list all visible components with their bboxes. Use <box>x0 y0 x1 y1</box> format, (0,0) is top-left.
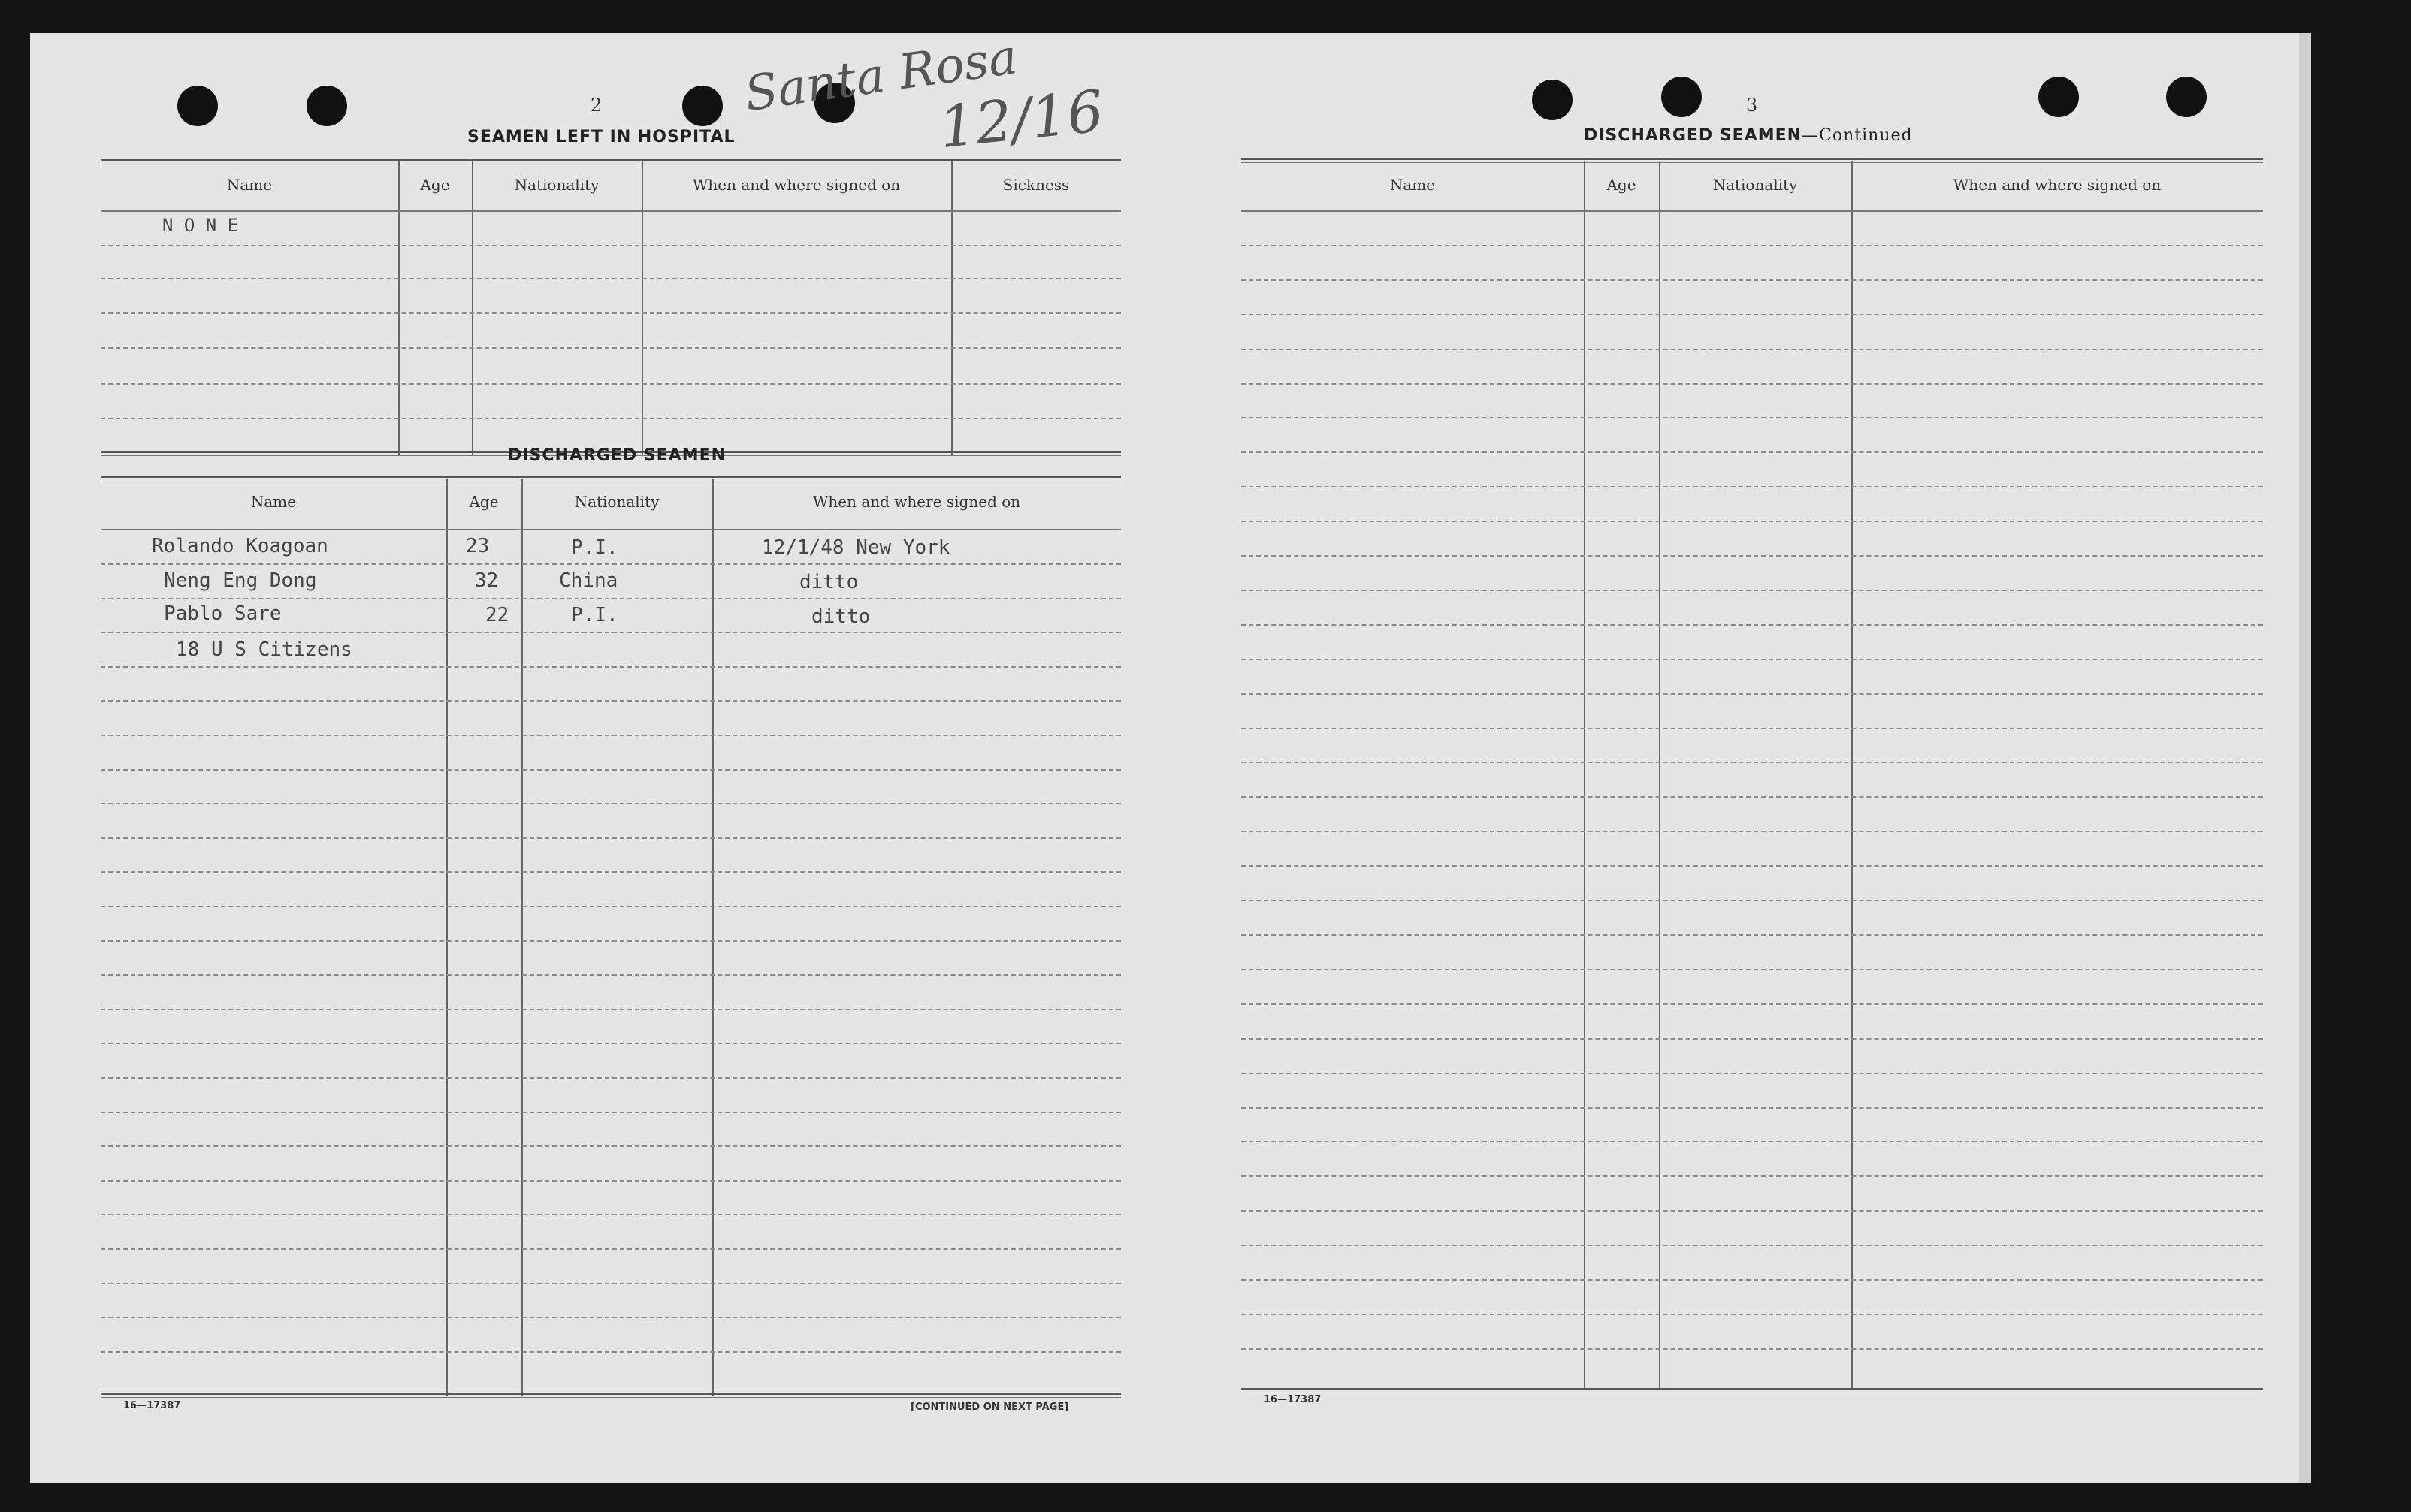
seaman-age: 22 <box>485 604 509 626</box>
header-signed-on: When and where signed on <box>812 493 1021 511</box>
ruled-line <box>101 598 1121 599</box>
ruled-line <box>101 837 1121 839</box>
ruled-line <box>1241 1348 2263 1350</box>
handwritten-date: 12/16 <box>935 77 1107 161</box>
page-number-right: 3 <box>1746 95 1758 116</box>
hospital-title: SEAMEN LEFT IN HOSPITAL <box>467 128 736 146</box>
header-nationality: Nationality <box>574 493 660 511</box>
punch-hole <box>1532 80 1573 120</box>
seaman-signed-on: 12/1/48 New York <box>762 536 950 559</box>
seaman-signed-on: ditto <box>799 571 859 593</box>
continued-note: [CONTINUED ON NEXT PAGE] <box>911 1402 1069 1413</box>
header-name: Name <box>1389 176 1436 194</box>
ruled-line <box>101 1283 1121 1284</box>
ruled-line <box>1241 417 2263 418</box>
document-sheet <box>30 29 2311 1483</box>
ruled-line <box>1241 1038 2263 1040</box>
ruled-line <box>101 1351 1121 1353</box>
header-nationality: Nationality <box>1712 176 1798 194</box>
ruled-line <box>1241 900 2263 901</box>
ruled-line <box>1241 934 2263 936</box>
handwritten-ship-name: Santa Rosa <box>741 29 1021 123</box>
ruled-line <box>101 1043 1121 1044</box>
ruled-line <box>1241 762 2263 763</box>
ruled-line <box>101 1248 1121 1250</box>
ruled-line <box>1241 1003 2263 1005</box>
ruled-line <box>1241 659 2263 660</box>
ruled-line <box>1241 521 2263 522</box>
ruled-line <box>101 1077 1121 1079</box>
seaman-nationality: China <box>559 569 618 592</box>
ruled-line <box>1241 1314 2263 1315</box>
ruled-line <box>1241 1175 2263 1177</box>
header-age: Age <box>469 493 499 511</box>
ruled-line <box>1241 1073 2263 1074</box>
header-name: Name <box>250 493 297 511</box>
ruled-line <box>1241 451 2263 453</box>
ruled-line <box>101 735 1121 736</box>
ruled-line <box>101 563 1121 565</box>
ruled-line <box>101 1180 1121 1182</box>
ruled-line <box>1241 1245 2263 1246</box>
ruled-line <box>1241 1279 2263 1281</box>
ruled-line <box>1241 831 2263 832</box>
punch-hole <box>1661 77 1702 117</box>
ruled-line <box>1241 1107 2263 1109</box>
punch-hole <box>177 86 218 126</box>
ruled-line <box>101 1317 1121 1318</box>
header-age: Age <box>1606 176 1636 194</box>
punch-hole <box>2038 77 2079 117</box>
ruled-line <box>101 871 1121 873</box>
ruled-line <box>101 666 1121 668</box>
ruled-line <box>1241 969 2263 970</box>
ruled-line <box>101 1112 1121 1113</box>
ruled-line <box>101 974 1121 976</box>
ruled-line <box>1241 728 2263 729</box>
ruled-line <box>101 1009 1121 1010</box>
ruled-line <box>101 769 1121 771</box>
punch-hole <box>682 86 723 126</box>
ruled-line <box>101 1214 1121 1215</box>
discharged-continued-title <box>1584 126 1913 145</box>
ruled-line <box>101 906 1121 907</box>
ruled-line <box>101 632 1121 633</box>
ruled-line <box>1241 590 2263 591</box>
header-name: Name <box>226 176 273 194</box>
seaman-name: Rolando Koagoan <box>152 535 328 557</box>
ruled-line <box>101 940 1121 942</box>
ruled-line <box>101 803 1121 804</box>
discharged-title-main: DISCHARGED SEAMEN <box>1584 126 1802 145</box>
header-signed-on: When and where signed on <box>692 176 901 194</box>
header-age: Age <box>420 176 450 194</box>
seaman-nationality: P.I. <box>571 536 618 559</box>
seaman-name: Pablo Sare <box>164 602 282 625</box>
seaman-name: 18 U S Citizens <box>176 638 352 661</box>
discharged-title: DISCHARGED SEAMEN <box>508 446 727 465</box>
header-sickness: Sickness <box>1002 176 1070 194</box>
seaman-nationality: P.I. <box>571 604 618 626</box>
ruled-line <box>1241 865 2263 867</box>
ruled-line <box>1241 349 2263 350</box>
page-number-left: 2 <box>591 95 603 116</box>
hospital-entry: N O N E <box>162 215 239 236</box>
header-signed-on: When and where signed on <box>1953 176 2162 194</box>
seaman-signed-on: ditto <box>811 605 871 628</box>
header-nationality: Nationality <box>514 176 600 194</box>
ruled-line <box>1241 383 2263 385</box>
seaman-name: Neng Eng Dong <box>164 569 317 592</box>
ruled-line <box>1241 693 2263 695</box>
punch-hole <box>307 86 347 126</box>
seaman-age: 32 <box>475 569 499 592</box>
form-number-left: 16—17387 <box>123 1400 181 1411</box>
ruled-line <box>1241 279 2263 281</box>
ruled-line <box>1241 314 2263 315</box>
ruled-line <box>1241 486 2263 487</box>
punch-hole <box>2166 77 2207 117</box>
ruled-line <box>1241 555 2263 557</box>
ruled-line <box>101 700 1121 702</box>
seaman-age: 23 <box>466 535 490 557</box>
ruled-line <box>101 1145 1121 1147</box>
ruled-line <box>1241 1141 2263 1142</box>
form-number-right: 16—17387 <box>1264 1394 1322 1405</box>
ruled-line <box>1241 245 2263 246</box>
ruled-line <box>1241 624 2263 626</box>
ruled-line <box>1241 796 2263 798</box>
discharged-title-continued: —Continued <box>1802 126 1913 145</box>
ruled-line <box>1241 1210 2263 1212</box>
